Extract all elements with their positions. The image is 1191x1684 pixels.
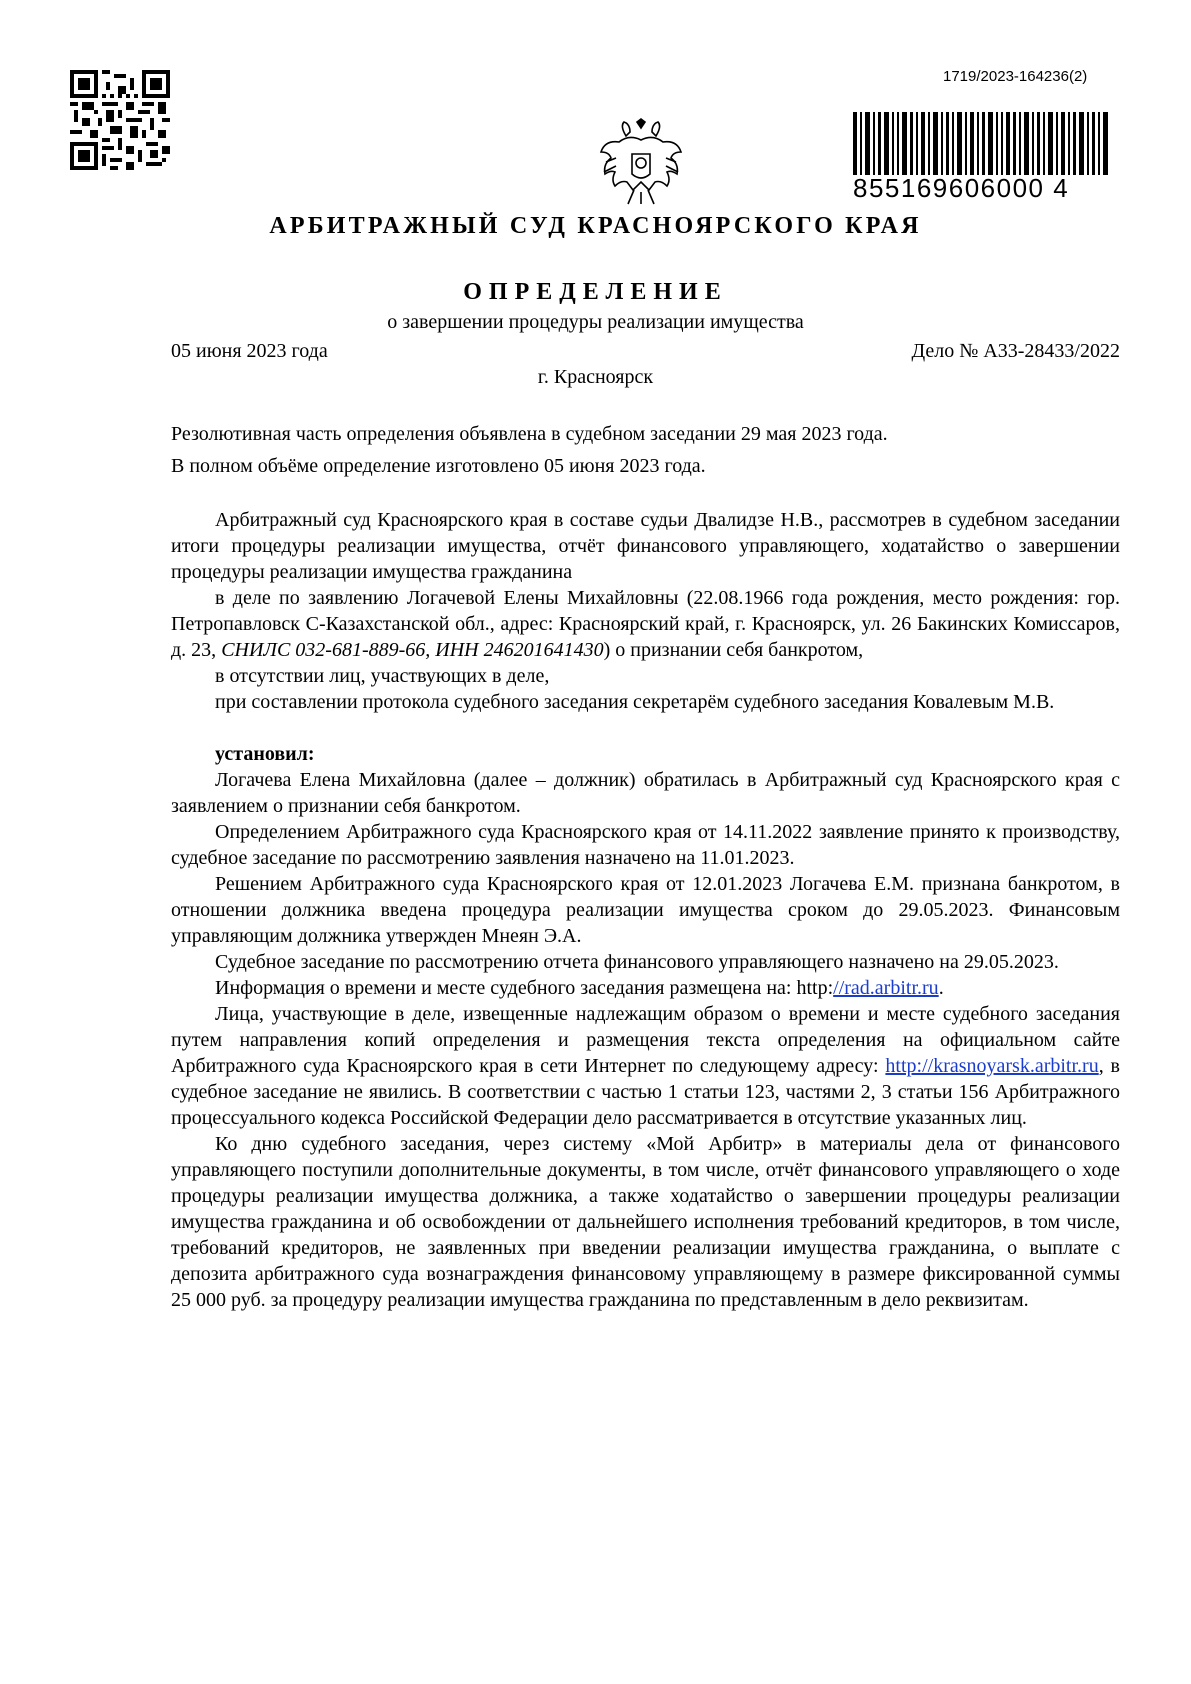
paragraph-6: Определением Арбитражного суда Красноярского края от 14.11.2022 заявление принято к производству, судебное заседание по рассмотрению заявления назначено на 11.01.2023.	[171, 821, 1120, 869]
established-heading: установил:	[215, 743, 315, 765]
document-type: ОПРЕДЕЛЕНИЕ	[463, 279, 728, 305]
court-name: АРБИТРАЖНЫЙ СУД КРАСНОЯРСКОГО КРАЯ	[269, 213, 922, 239]
snils-inn: СНИЛС 032-681-889-66, ИНН 246201641430	[221, 639, 604, 661]
barcode-digits: 855169606000 4	[853, 175, 1111, 201]
paragraph-7: Решением Арбитражного суда Красноярского края от 12.01.2023 Логачева Е.М. признана банкротом, в отношении должника введена процедура реализации имущества сроком до 29.05.2023. Финансовым управляющим должника утвержден Мнеян Э.А.	[171, 873, 1120, 947]
document-body	[171, 507, 1120, 1313]
document-subject: о завершении процедуры реализации имущества	[387, 311, 804, 333]
paragraph-11: Ко дню судебного заседания, через систему «Мой Арбитр» в материалы дела от финансового управляющего поступили дополнительные документы, в том числе, отчёт финансового управляющего о ходе процедуры реализации имущества должника, а также ходатайство о завершении процедуры реализации имущества гражданина и об освобождении от дальнейшего исполнения требований кредиторов, в том числе, требований кредиторов, не заявленных при введении реализации имущества гражданина, о выплате с депозита арбитражного суда вознаграждения финансовому управляющему в размере фиксированной суммы 25 000 руб. за процедуру реализации имущества гражданина по представленным в дело реквизитам.	[171, 1133, 1120, 1311]
intro-line-1: Резолютивная часть определения объявлена в судебном заседании 29 мая 2023 года.	[171, 423, 888, 445]
paragraph-10-end: , в судебное заседание не явились. В соответствии с частью 1 статьи 123, частями 2, 3 статьи 156 Арбитражного процессуального кодекса Российской Федерации дело рассматривается в отсутствие указанных лиц.	[171, 1055, 1120, 1129]
paragraph-4: при составлении протокола судебного заседания секретарём судебного заседания Ковалевым М.В.	[215, 691, 1055, 713]
rad-arbitr-link[interactable]: //rad.arbitr.ru	[833, 977, 939, 999]
coat-of-arms-emblem	[596, 118, 686, 210]
paragraph-10	[171, 1001, 1120, 1131]
intro-block	[171, 421, 1120, 479]
intro-line-2: В полном объёме определение изготовлено 05 июня 2023 года.	[171, 455, 706, 477]
paragraph-9-start: Информация о времени и месте судебного заседания размещена на: http:	[215, 977, 834, 999]
qr-code	[70, 70, 170, 170]
case-number: Дело № А33-28433/2022	[911, 340, 1120, 362]
paragraph-8: Судебное заседание по рассмотрению отчета финансового управляющего назначено на 29.05.2023.	[215, 951, 1059, 973]
krasnoyarsk-arbitr-link[interactable]: http://krasnoyarsk.arbitr.ru	[885, 1055, 1099, 1077]
paragraph-2	[171, 585, 1120, 663]
paragraph-3: в отсутствии лиц, участвующих в деле,	[215, 665, 550, 687]
paragraph-2-start: в деле по заявлению Логачевой Елены Михайловны (22.08.1966 года рождения, место рождения: гор. Петропавловск С-Казахстанской обл., адрес: Красноярский край, г. Красноярск, ул. 26 Бакинских Комиссаров, д. 23,	[171, 587, 1120, 661]
paragraph-2-end: ) о признании себя банкротом,	[603, 639, 864, 661]
paragraph-10-start: Лица, участвующие в деле, извещенные надлежащим образом о времени и месте судебного заседания путем направления копий определения и размещения текста определения на официальном сайте Арбитражного суда Красноярского края в сети Интернет по следующему адресу:	[171, 1003, 1120, 1077]
paragraph-1: Арбитражный суд Красноярского края в составе судьи Двалидзе Н.В., рассмотрев в судебном заседании итоги процедуры реализации имущества, отчёт финансового управляющего, ходатайство о завершении процедуры реализации имущества гражданина	[171, 509, 1120, 583]
document-city: г. Красноярск	[537, 366, 654, 388]
paragraph-9-end: .	[938, 977, 944, 999]
document-number: 1719/2023-164236(2)	[943, 68, 1088, 85]
document-date: 05 июня 2023 года	[171, 340, 328, 362]
paragraph-9	[171, 975, 1120, 1001]
paragraph-5: Логачева Елена Михайловна (далее – должник) обратилась в Арбитражный суд Красноярского края с заявлением о признании себя банкротом.	[171, 769, 1120, 817]
